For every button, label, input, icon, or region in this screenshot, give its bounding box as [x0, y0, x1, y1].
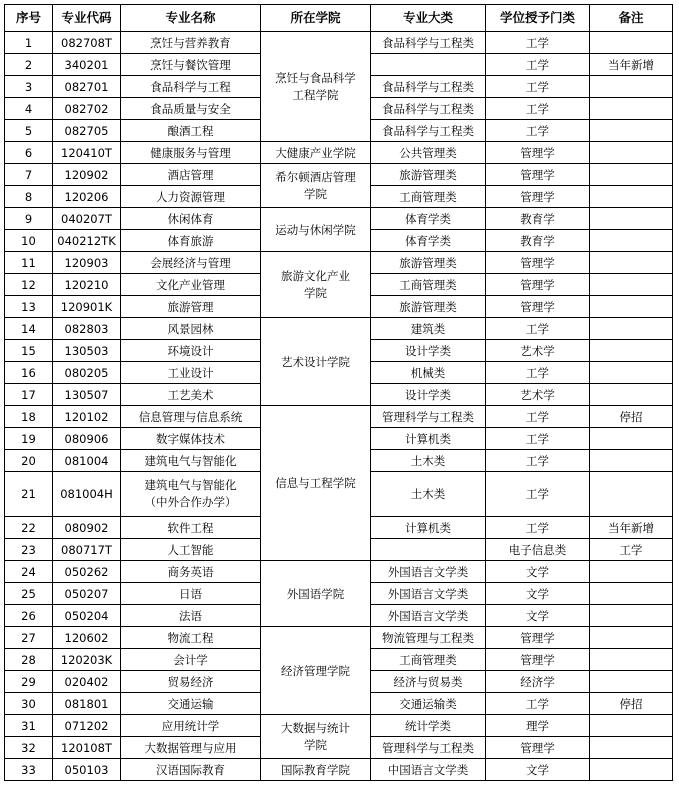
row-name: 酒店管理: [121, 164, 261, 186]
row-note: [590, 142, 673, 164]
row-degree: 管理学: [486, 274, 590, 296]
row-category: 工商管理类: [371, 186, 486, 208]
row-code: 082701: [53, 76, 121, 98]
row-degree: 工学: [486, 318, 590, 340]
row-category: 建筑类: [371, 318, 486, 340]
row-category: 计算机类: [371, 517, 486, 539]
row-name: 贸易经济: [121, 671, 261, 693]
row-name: 信息管理与信息系统: [121, 406, 261, 428]
row-no: 10: [5, 230, 53, 252]
majors-table: [4, 4, 673, 781]
row-category: 外国语言文学类: [371, 583, 486, 605]
table-row: [5, 406, 673, 428]
row-category: 旅游管理类: [371, 252, 486, 274]
row-name: 食品质量与安全: [121, 98, 261, 120]
row-degree: 理学: [486, 715, 590, 737]
row-note: [590, 252, 673, 274]
row-note: [590, 296, 673, 318]
row-no: 1: [5, 32, 53, 54]
row-degree: 工学: [486, 76, 590, 98]
row-no: 23: [5, 539, 53, 561]
row-degree: 艺术学: [486, 384, 590, 406]
row-code: 120102: [53, 406, 121, 428]
college-cell: 艺术设计学院: [261, 318, 371, 406]
table-row: [5, 252, 673, 274]
row-code: 120901K: [53, 296, 121, 318]
row-note: [590, 649, 673, 671]
row-name: 大数据管理与应用: [121, 737, 261, 759]
row-code: 081004H: [53, 472, 121, 517]
row-note: [590, 605, 673, 627]
row-no: 33: [5, 759, 53, 781]
row-note: [590, 737, 673, 759]
college-cell: 大健康产业学院: [261, 142, 371, 164]
row-degree: 工学: [486, 406, 590, 428]
row-note: [590, 561, 673, 583]
row-degree: 经济学: [486, 671, 590, 693]
row-code: 120903: [53, 252, 121, 274]
row-degree: 文学: [486, 759, 590, 781]
row-category: [371, 54, 486, 76]
row-name: 人力资源管理: [121, 186, 261, 208]
row-code: 020402: [53, 671, 121, 693]
table-row: [5, 759, 673, 781]
row-code: 082705: [53, 120, 121, 142]
row-category: 食品科学与工程类: [371, 76, 486, 98]
row-note: [590, 759, 673, 781]
college-cell: [261, 715, 371, 759]
row-no: 13: [5, 296, 53, 318]
row-name: 工业设计: [121, 362, 261, 384]
row-code: 081004: [53, 450, 121, 472]
row-degree: 工学: [486, 517, 590, 539]
table-row: [5, 142, 673, 164]
row-name: 数字媒体技术: [121, 428, 261, 450]
row-note: [590, 230, 673, 252]
row-no: 19: [5, 428, 53, 450]
row-code: 080205: [53, 362, 121, 384]
college-line-2: 工程学院: [292, 87, 339, 102]
row-category: 电子信息类: [486, 539, 590, 561]
row-no: 6: [5, 142, 53, 164]
table-row: [5, 318, 673, 340]
row-code: 130503: [53, 340, 121, 362]
row-note: 当年新增: [590, 54, 673, 76]
row-note: 停招: [590, 406, 673, 428]
row-no: 24: [5, 561, 53, 583]
row-note: [590, 318, 673, 340]
row-no: 2: [5, 54, 53, 76]
row-category: 体育学类: [371, 230, 486, 252]
table-row: [5, 208, 673, 230]
row-note: 停招: [590, 693, 673, 715]
row-no: 31: [5, 715, 53, 737]
row-name: 烹饪与营养教育: [121, 32, 261, 54]
row-note: [590, 120, 673, 142]
row-degree: 工学: [486, 693, 590, 715]
row-code: 040212TK: [53, 230, 121, 252]
row-category: 计算机类: [371, 428, 486, 450]
row-category: 中国语言文学类: [371, 759, 486, 781]
row-no: 17: [5, 384, 53, 406]
row-note: [590, 450, 673, 472]
college-cell: [261, 164, 371, 208]
row-no: 4: [5, 98, 53, 120]
row-category: 食品科学与工程类: [371, 120, 486, 142]
row-degree: 工学: [590, 539, 673, 561]
row-note: [590, 76, 673, 98]
header-name: 专业名称: [121, 5, 261, 32]
college-line-2: 学院: [304, 285, 327, 300]
row-name: 建筑电气与智能化: [121, 450, 261, 472]
row-no: 21: [5, 472, 53, 517]
row-code: 082803: [53, 318, 121, 340]
row-category: 工商管理类: [371, 649, 486, 671]
row-no: 9: [5, 208, 53, 230]
row-name: 会展经济与管理: [121, 252, 261, 274]
row-category: 管理科学与工程类: [371, 406, 486, 428]
header-code: 专业代码: [53, 5, 121, 32]
row-code: 120210: [53, 274, 121, 296]
row-note: 当年新增: [590, 517, 673, 539]
table-row: [5, 32, 673, 54]
college-cell: [261, 252, 371, 318]
header-note: 备注: [590, 5, 673, 32]
row-category: 旅游管理类: [371, 296, 486, 318]
row-note: [590, 186, 673, 208]
row-degree: 管理学: [486, 164, 590, 186]
row-no: 8: [5, 186, 53, 208]
row-name: 休闲体育: [121, 208, 261, 230]
row-name: 日语: [121, 583, 261, 605]
row-name: 人工智能: [121, 539, 261, 561]
row-note: [590, 472, 673, 517]
row-name: 健康服务与管理: [121, 142, 261, 164]
row-name: 应用统计学: [121, 715, 261, 737]
row-code: 082702: [53, 98, 121, 120]
table-row: [5, 164, 673, 186]
row-category: 土木类: [371, 450, 486, 472]
row-no: 29: [5, 671, 53, 693]
row-no: 26: [5, 605, 53, 627]
row-degree: 文学: [486, 561, 590, 583]
row-no: 14: [5, 318, 53, 340]
row-name: 商务英语: [121, 561, 261, 583]
row-code: 120410T: [53, 142, 121, 164]
college-line-2: 学院: [304, 737, 327, 752]
row-no: 32: [5, 737, 53, 759]
row-name: 酿酒工程: [121, 120, 261, 142]
row-code: 040207T: [53, 208, 121, 230]
row-note: [590, 671, 673, 693]
row-category: 交通运输类: [371, 693, 486, 715]
row-no: 15: [5, 340, 53, 362]
row-code: 340201: [53, 54, 121, 76]
row-name: 旅游管理: [121, 296, 261, 318]
row-name: 烹饪与餐饮管理: [121, 54, 261, 76]
row-code: 081801: [53, 693, 121, 715]
row-category: 机械类: [371, 362, 486, 384]
row-name: [121, 472, 261, 517]
row-no: 27: [5, 627, 53, 649]
row-degree: 艺术学: [486, 340, 590, 362]
row-no: 11: [5, 252, 53, 274]
college-line-1: 大数据与统计: [281, 720, 350, 735]
row-degree: 教育学: [486, 208, 590, 230]
row-code: 080717T: [53, 539, 121, 561]
row-category: 旅游管理类: [371, 164, 486, 186]
row-no: 7: [5, 164, 53, 186]
row-category: 食品科学与工程类: [371, 32, 486, 54]
row-category: 统计学类: [371, 715, 486, 737]
row-name: 环境设计: [121, 340, 261, 362]
row-degree: 管理学: [486, 649, 590, 671]
row-degree: 工学: [486, 428, 590, 450]
row-degree: 文学: [486, 605, 590, 627]
header-degree: 学位授予门类: [486, 5, 590, 32]
row-note: [590, 208, 673, 230]
row-category: 公共管理类: [371, 142, 486, 164]
row-degree: 工学: [486, 32, 590, 54]
row-name: 文化产业管理: [121, 274, 261, 296]
college-cell: 运动与休闲学院: [261, 208, 371, 252]
row-name-line-2: （中外合作办学）: [144, 495, 237, 509]
header-no: 序号: [5, 5, 53, 32]
row-category: 工商管理类: [371, 274, 486, 296]
header-row: [5, 5, 673, 32]
row-code: 071202: [53, 715, 121, 737]
row-code: 050262: [53, 561, 121, 583]
table-row: [5, 715, 673, 737]
row-no: 16: [5, 362, 53, 384]
row-name: 汉语国际教育: [121, 759, 261, 781]
row-category: 设计学类: [371, 384, 486, 406]
college-cell: 信息与工程学院: [261, 406, 371, 561]
row-note: [590, 274, 673, 296]
row-name: 体育旅游: [121, 230, 261, 252]
row-no: 25: [5, 583, 53, 605]
college-line-1: 希尔顿酒店管理: [275, 169, 356, 184]
college-cell-empty: [371, 539, 486, 561]
row-note: [590, 627, 673, 649]
college-line-1: 旅游文化产业: [281, 268, 350, 283]
row-name: 法语: [121, 605, 261, 627]
row-degree: 工学: [486, 98, 590, 120]
row-code: 050207: [53, 583, 121, 605]
row-code: 120602: [53, 627, 121, 649]
row-no: 20: [5, 450, 53, 472]
row-category: 土木类: [371, 472, 486, 517]
row-category: 设计学类: [371, 340, 486, 362]
row-name: 物流工程: [121, 627, 261, 649]
row-category: 管理科学与工程类: [371, 737, 486, 759]
row-note: [590, 164, 673, 186]
table-row: [5, 627, 673, 649]
college-cell: 经济管理学院: [261, 627, 371, 715]
row-code: 120108T: [53, 737, 121, 759]
row-degree: 管理学: [486, 252, 590, 274]
row-degree: 工学: [486, 54, 590, 76]
row-name: 食品科学与工程: [121, 76, 261, 98]
row-name: 风景园林: [121, 318, 261, 340]
row-code: 120902: [53, 164, 121, 186]
row-category: 外国语言文学类: [371, 605, 486, 627]
table-row: [5, 561, 673, 583]
row-note: [590, 428, 673, 450]
row-note: [590, 384, 673, 406]
row-name: 工艺美术: [121, 384, 261, 406]
row-degree: 教育学: [486, 230, 590, 252]
row-degree: 工学: [486, 472, 590, 517]
row-no: 3: [5, 76, 53, 98]
row-degree: 管理学: [486, 186, 590, 208]
row-degree: 文学: [486, 583, 590, 605]
row-name: 软件工程: [121, 517, 261, 539]
row-no: 22: [5, 517, 53, 539]
college-line-2: 学院: [304, 186, 327, 201]
row-no: 28: [5, 649, 53, 671]
row-category: 物流管理与工程类: [371, 627, 486, 649]
row-code: 050204: [53, 605, 121, 627]
row-note: [590, 98, 673, 120]
row-degree: 工学: [486, 450, 590, 472]
row-note: [590, 362, 673, 384]
college-cell: 国际教育学院: [261, 759, 371, 781]
row-code: 080902: [53, 517, 121, 539]
row-note: [590, 340, 673, 362]
row-no: 12: [5, 274, 53, 296]
row-code: 050103: [53, 759, 121, 781]
row-category: 体育学类: [371, 208, 486, 230]
college-line-1: 烹饪与食品科学: [275, 70, 356, 85]
row-no: 30: [5, 693, 53, 715]
row-no: 5: [5, 120, 53, 142]
college-cell: [261, 32, 371, 142]
row-name: 交通运输: [121, 693, 261, 715]
row-note: [590, 583, 673, 605]
row-degree: 管理学: [486, 737, 590, 759]
row-code: 120206: [53, 186, 121, 208]
row-degree: 工学: [486, 362, 590, 384]
row-code: 082708T: [53, 32, 121, 54]
row-degree: 工学: [486, 120, 590, 142]
row-code: 130507: [53, 384, 121, 406]
row-category: 食品科学与工程类: [371, 98, 486, 120]
row-degree: 管理学: [486, 296, 590, 318]
row-no: 18: [5, 406, 53, 428]
row-name-line-1: 建筑电气与智能化: [144, 478, 237, 492]
row-category: 经济与贸易类: [371, 671, 486, 693]
college-cell: 外国语学院: [261, 561, 371, 627]
row-code: 120203K: [53, 649, 121, 671]
header-college: 所在学院: [261, 5, 371, 32]
row-name: 会计学: [121, 649, 261, 671]
row-note: [590, 715, 673, 737]
header-category: 专业大类: [371, 5, 486, 32]
row-category: 外国语言文学类: [371, 561, 486, 583]
row-note: [590, 32, 673, 54]
row-code: 080906: [53, 428, 121, 450]
row-degree: 管理学: [486, 142, 590, 164]
row-degree: 管理学: [486, 627, 590, 649]
